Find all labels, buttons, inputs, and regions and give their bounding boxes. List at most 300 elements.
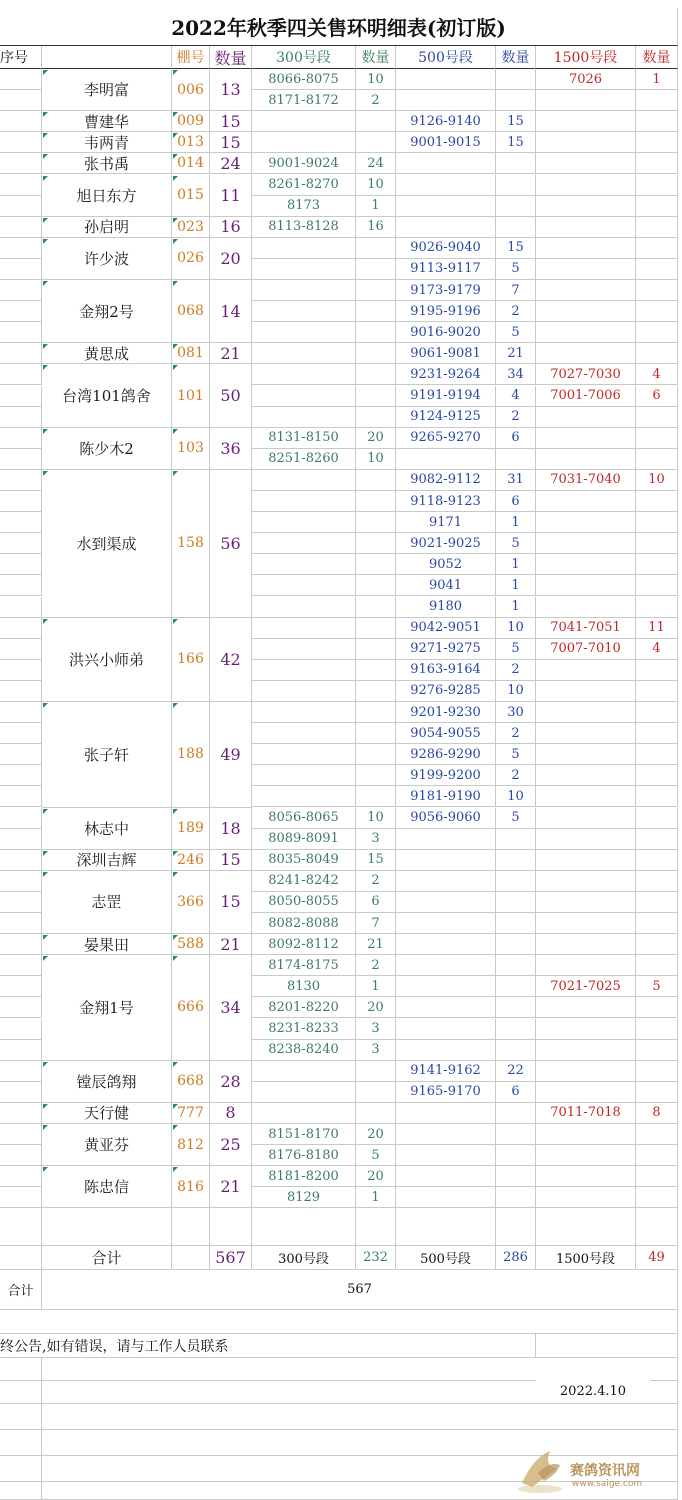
seq-cell[interactable] bbox=[0, 196, 42, 217]
qty-300[interactable] bbox=[356, 723, 396, 744]
notice-text[interactable]: 终公告,如有错误，请与工作人员联系 bbox=[0, 1334, 536, 1358]
range-500[interactable]: 9042-9051 bbox=[396, 618, 496, 639]
qty-300[interactable] bbox=[356, 765, 396, 786]
qty-1500[interactable] bbox=[636, 280, 678, 301]
qty-300[interactable]: 3 bbox=[356, 829, 396, 850]
qty-1500[interactable]: 11 bbox=[636, 618, 678, 639]
total-quantity[interactable]: 21 bbox=[210, 1166, 252, 1208]
qty-500[interactable]: 5 bbox=[496, 744, 536, 765]
qty-1500[interactable] bbox=[636, 217, 678, 238]
shed-number[interactable]: 068 bbox=[172, 280, 210, 343]
range-500[interactable]: 9199-9200 bbox=[396, 765, 496, 786]
range-500[interactable]: 9052 bbox=[396, 554, 496, 575]
range-300[interactable]: 9001-9024 bbox=[252, 153, 356, 174]
range-300[interactable] bbox=[252, 238, 356, 259]
qty-1500[interactable] bbox=[636, 597, 678, 618]
range-1500[interactable] bbox=[536, 1019, 636, 1040]
range-500[interactable] bbox=[396, 829, 496, 850]
seq-cell[interactable] bbox=[0, 976, 42, 997]
qty-1500[interactable]: 5 bbox=[636, 976, 678, 997]
shed-number[interactable]: 777 bbox=[172, 1103, 210, 1124]
seq-cell[interactable] bbox=[0, 90, 42, 111]
blank-cell[interactable] bbox=[172, 1208, 210, 1246]
qty-500[interactable]: 2 bbox=[496, 765, 536, 786]
range-500[interactable] bbox=[396, 1040, 496, 1061]
total-quantity[interactable]: 15 bbox=[210, 111, 252, 132]
total-quantity[interactable]: 49 bbox=[210, 702, 252, 808]
total-quantity[interactable]: 8 bbox=[210, 1103, 252, 1124]
seq-cell[interactable] bbox=[0, 639, 42, 660]
seq-cell[interactable] bbox=[0, 934, 42, 955]
seq-cell[interactable] bbox=[0, 892, 42, 913]
qty-1500[interactable]: 8 bbox=[636, 1103, 678, 1124]
qty-300[interactable]: 24 bbox=[356, 153, 396, 174]
range-300[interactable] bbox=[252, 343, 356, 364]
range-1500[interactable] bbox=[536, 1124, 636, 1145]
header-seq[interactable]: 序号 bbox=[0, 46, 42, 69]
qty-300[interactable]: 10 bbox=[356, 69, 396, 90]
range-500[interactable]: 9181-9190 bbox=[396, 786, 496, 807]
range-300[interactable]: 8050-8055 bbox=[252, 892, 356, 913]
shed-number[interactable]: 816 bbox=[172, 1166, 210, 1208]
range-300[interactable]: 8130 bbox=[252, 976, 356, 997]
shed-number[interactable]: 009 bbox=[172, 111, 210, 132]
seq-cell[interactable] bbox=[0, 1040, 42, 1061]
seq-cell[interactable] bbox=[0, 660, 42, 681]
qty-500[interactable]: 5 bbox=[496, 808, 536, 829]
qty-500[interactable]: 5 bbox=[496, 639, 536, 660]
owner-name[interactable]: 黄亚芬 bbox=[42, 1124, 172, 1166]
range-300[interactable]: 8151-8170 bbox=[252, 1124, 356, 1145]
range-500[interactable] bbox=[396, 175, 496, 196]
range-1500[interactable] bbox=[536, 111, 636, 132]
qty-1500[interactable] bbox=[636, 1187, 678, 1208]
owner-name[interactable]: 晏果田 bbox=[42, 934, 172, 955]
owner-name[interactable]: 张子轩 bbox=[42, 702, 172, 808]
blank-cell[interactable] bbox=[636, 1208, 678, 1246]
qty-1500[interactable] bbox=[636, 744, 678, 765]
owner-name[interactable]: 李明富 bbox=[42, 69, 172, 111]
qty-300[interactable] bbox=[356, 512, 396, 533]
range-1500[interactable] bbox=[536, 955, 636, 976]
blank-cell[interactable] bbox=[0, 1430, 42, 1456]
blank-cell[interactable] bbox=[0, 1310, 678, 1334]
range-300[interactable]: 8129 bbox=[252, 1187, 356, 1208]
range-500[interactable]: 9021-9025 bbox=[396, 533, 496, 554]
range-500[interactable] bbox=[396, 1187, 496, 1208]
total-quantity[interactable]: 18 bbox=[210, 808, 252, 850]
range-300[interactable]: 8035-8049 bbox=[252, 850, 356, 871]
range-1500[interactable] bbox=[536, 153, 636, 174]
range-1500[interactable] bbox=[536, 554, 636, 575]
range-500[interactable]: 9082-9112 bbox=[396, 470, 496, 491]
grand-total-value[interactable]: 567 bbox=[42, 1270, 678, 1310]
range-500[interactable]: 9165-9170 bbox=[396, 1082, 496, 1103]
qty-1500[interactable] bbox=[636, 554, 678, 575]
total-quantity[interactable]: 56 bbox=[210, 470, 252, 618]
qty-500[interactable] bbox=[496, 175, 536, 196]
qty-300[interactable] bbox=[356, 660, 396, 681]
seq-cell[interactable] bbox=[0, 1187, 42, 1208]
qty-300[interactable] bbox=[356, 618, 396, 639]
subtotal-q1500[interactable]: 49 bbox=[636, 1246, 678, 1270]
qty-500[interactable]: 2 bbox=[496, 660, 536, 681]
qty-300[interactable] bbox=[356, 597, 396, 618]
owner-name[interactable]: 林志中 bbox=[42, 808, 172, 850]
owner-name[interactable]: 洪兴小师弟 bbox=[42, 618, 172, 702]
seq-cell[interactable] bbox=[0, 702, 42, 723]
range-500[interactable]: 9056-9060 bbox=[396, 808, 496, 829]
blank-cell[interactable] bbox=[210, 1208, 252, 1246]
header-q300[interactable]: 数量 bbox=[356, 46, 396, 69]
range-1500[interactable] bbox=[536, 702, 636, 723]
qty-500[interactable] bbox=[496, 196, 536, 217]
range-300[interactable]: 8238-8240 bbox=[252, 1040, 356, 1061]
range-1500[interactable]: 7027-7030 bbox=[536, 364, 636, 385]
blank-cell[interactable] bbox=[42, 1404, 678, 1430]
total-quantity[interactable]: 16 bbox=[210, 217, 252, 238]
range-300[interactable] bbox=[252, 1103, 356, 1124]
range-300[interactable]: 8173 bbox=[252, 196, 356, 217]
owner-name[interactable]: 水到渠成 bbox=[42, 470, 172, 618]
qty-500[interactable]: 31 bbox=[496, 470, 536, 491]
range-300[interactable]: 8176-8180 bbox=[252, 1145, 356, 1166]
range-500[interactable] bbox=[396, 153, 496, 174]
range-300[interactable] bbox=[252, 1082, 356, 1103]
range-500[interactable] bbox=[396, 69, 496, 90]
owner-name[interactable]: 志罡 bbox=[42, 871, 172, 934]
range-300[interactable] bbox=[252, 280, 356, 301]
seq-cell[interactable] bbox=[0, 597, 42, 618]
subtotal-r500[interactable]: 500号段 bbox=[396, 1246, 496, 1270]
qty-300[interactable]: 10 bbox=[356, 175, 396, 196]
qty-1500[interactable] bbox=[636, 934, 678, 955]
qty-1500[interactable] bbox=[636, 702, 678, 723]
seq-cell[interactable] bbox=[0, 111, 42, 132]
qty-1500[interactable]: 6 bbox=[636, 386, 678, 407]
shed-number[interactable]: 081 bbox=[172, 343, 210, 364]
seq-cell[interactable] bbox=[0, 1166, 42, 1187]
qty-500[interactable]: 15 bbox=[496, 132, 536, 153]
total-quantity[interactable]: 15 bbox=[210, 132, 252, 153]
qty-300[interactable]: 10 bbox=[356, 449, 396, 470]
owner-name[interactable]: 深圳吉辉 bbox=[42, 850, 172, 871]
subtotal-q300[interactable]: 232 bbox=[356, 1246, 396, 1270]
qty-1500[interactable] bbox=[636, 132, 678, 153]
qty-500[interactable]: 6 bbox=[496, 1082, 536, 1103]
range-1500[interactable]: 7026 bbox=[536, 69, 636, 90]
total-quantity[interactable]: 28 bbox=[210, 1061, 252, 1103]
range-300[interactable]: 8092-8112 bbox=[252, 934, 356, 955]
shed-number[interactable]: 166 bbox=[172, 618, 210, 702]
blank-cell[interactable] bbox=[0, 1208, 42, 1246]
range-500[interactable] bbox=[396, 217, 496, 238]
range-1500[interactable] bbox=[536, 343, 636, 364]
range-1500[interactable] bbox=[536, 1061, 636, 1082]
qty-500[interactable] bbox=[496, 69, 536, 90]
qty-1500[interactable] bbox=[636, 955, 678, 976]
range-500[interactable]: 9016-9020 bbox=[396, 322, 496, 343]
grand-total-label[interactable]: 合计 bbox=[0, 1270, 42, 1310]
range-500[interactable]: 9180 bbox=[396, 597, 496, 618]
qty-500[interactable]: 5 bbox=[496, 259, 536, 280]
range-1500[interactable] bbox=[536, 1145, 636, 1166]
qty-300[interactable]: 2 bbox=[356, 871, 396, 892]
seq-cell[interactable] bbox=[0, 1082, 42, 1103]
range-300[interactable]: 8201-8220 bbox=[252, 997, 356, 1018]
qty-500[interactable]: 10 bbox=[496, 618, 536, 639]
range-500[interactable] bbox=[396, 1103, 496, 1124]
subtotal-q500[interactable]: 286 bbox=[496, 1246, 536, 1270]
qty-300[interactable]: 5 bbox=[356, 1145, 396, 1166]
qty-300[interactable]: 3 bbox=[356, 1019, 396, 1040]
range-300[interactable]: 8241-8242 bbox=[252, 871, 356, 892]
owner-name[interactable]: 许少波 bbox=[42, 238, 172, 280]
qty-500[interactable] bbox=[496, 1145, 536, 1166]
qty-500[interactable]: 22 bbox=[496, 1061, 536, 1082]
qty-300[interactable]: 15 bbox=[356, 850, 396, 871]
range-500[interactable] bbox=[396, 449, 496, 470]
range-300[interactable] bbox=[252, 259, 356, 280]
qty-300[interactable] bbox=[356, 575, 396, 596]
range-500[interactable]: 9118-9123 bbox=[396, 491, 496, 512]
qty-1500[interactable] bbox=[636, 533, 678, 554]
total-quantity[interactable]: 24 bbox=[210, 153, 252, 174]
range-500[interactable]: 9163-9164 bbox=[396, 660, 496, 681]
range-300[interactable] bbox=[252, 470, 356, 491]
seq-cell[interactable] bbox=[0, 153, 42, 174]
range-300[interactable]: 8261-8270 bbox=[252, 175, 356, 196]
range-500[interactable] bbox=[396, 1166, 496, 1187]
seq-cell[interactable] bbox=[0, 955, 42, 976]
seq-cell[interactable] bbox=[0, 575, 42, 596]
range-500[interactable]: 9276-9285 bbox=[396, 681, 496, 702]
range-500[interactable]: 9265-9270 bbox=[396, 428, 496, 449]
range-300[interactable]: 8131-8150 bbox=[252, 428, 356, 449]
header-q500[interactable]: 数量 bbox=[496, 46, 536, 69]
qty-300[interactable] bbox=[356, 491, 396, 512]
range-300[interactable] bbox=[252, 407, 356, 428]
qty-500[interactable] bbox=[496, 871, 536, 892]
qty-300[interactable] bbox=[356, 364, 396, 385]
range-500[interactable]: 9191-9194 bbox=[396, 386, 496, 407]
seq-cell[interactable] bbox=[0, 132, 42, 153]
range-1500[interactable] bbox=[536, 765, 636, 786]
range-500[interactable] bbox=[396, 913, 496, 934]
owner-name[interactable]: 孙启明 bbox=[42, 217, 172, 238]
range-1500[interactable] bbox=[536, 575, 636, 596]
qty-500[interactable]: 2 bbox=[496, 723, 536, 744]
range-1500[interactable] bbox=[536, 934, 636, 955]
qty-500[interactable] bbox=[496, 829, 536, 850]
owner-name[interactable]: 曹建华 bbox=[42, 111, 172, 132]
range-300[interactable] bbox=[252, 111, 356, 132]
qty-500[interactable] bbox=[496, 1166, 536, 1187]
header-r300[interactable]: 300号段 bbox=[252, 46, 356, 69]
qty-500[interactable] bbox=[496, 997, 536, 1018]
range-1500[interactable] bbox=[536, 597, 636, 618]
qty-1500[interactable] bbox=[636, 808, 678, 829]
range-1500[interactable] bbox=[536, 1187, 636, 1208]
seq-cell[interactable] bbox=[0, 1145, 42, 1166]
owner-name[interactable]: 旭日东方 bbox=[42, 175, 172, 217]
qty-500[interactable] bbox=[496, 1124, 536, 1145]
qty-1500[interactable] bbox=[636, 871, 678, 892]
total-quantity[interactable]: 20 bbox=[210, 238, 252, 280]
range-500[interactable]: 9271-9275 bbox=[396, 639, 496, 660]
shed-number[interactable]: 812 bbox=[172, 1124, 210, 1166]
total-quantity[interactable]: 13 bbox=[210, 69, 252, 111]
seq-cell[interactable] bbox=[0, 913, 42, 934]
qty-1500[interactable] bbox=[636, 238, 678, 259]
subtotal-r1500[interactable]: 1500号段 bbox=[536, 1246, 636, 1270]
range-1500[interactable] bbox=[536, 829, 636, 850]
seq-cell[interactable] bbox=[0, 808, 42, 829]
blank-cell[interactable] bbox=[536, 1334, 678, 1358]
qty-1500[interactable] bbox=[636, 175, 678, 196]
range-300[interactable] bbox=[252, 618, 356, 639]
qty-300[interactable]: 20 bbox=[356, 1166, 396, 1187]
qty-300[interactable]: 2 bbox=[356, 90, 396, 111]
qty-500[interactable] bbox=[496, 913, 536, 934]
qty-500[interactable]: 1 bbox=[496, 512, 536, 533]
sheet-title[interactable]: 2022年秋季四关售环明细表(初订版) bbox=[0, 8, 678, 46]
seq-cell[interactable] bbox=[0, 786, 42, 807]
qty-1500[interactable] bbox=[636, 1019, 678, 1040]
qty-300[interactable] bbox=[356, 744, 396, 765]
header-r1500[interactable]: 1500号段 bbox=[536, 46, 636, 69]
qty-300[interactable] bbox=[356, 681, 396, 702]
range-1500[interactable]: 7041-7051 bbox=[536, 618, 636, 639]
range-300[interactable] bbox=[252, 702, 356, 723]
qty-1500[interactable] bbox=[636, 660, 678, 681]
range-500[interactable] bbox=[396, 1019, 496, 1040]
qty-300[interactable] bbox=[356, 280, 396, 301]
blank-cell[interactable] bbox=[536, 1208, 636, 1246]
range-1500[interactable]: 7011-7018 bbox=[536, 1103, 636, 1124]
seq-cell[interactable] bbox=[0, 343, 42, 364]
qty-300[interactable]: 1 bbox=[356, 976, 396, 997]
range-500[interactable] bbox=[396, 892, 496, 913]
range-1500[interactable]: 7001-7006 bbox=[536, 386, 636, 407]
qty-500[interactable] bbox=[496, 892, 536, 913]
qty-300[interactable]: 3 bbox=[356, 1040, 396, 1061]
range-300[interactable]: 8056-8065 bbox=[252, 808, 356, 829]
range-300[interactable] bbox=[252, 765, 356, 786]
qty-1500[interactable] bbox=[636, 997, 678, 1018]
qty-300[interactable] bbox=[356, 639, 396, 660]
qty-300[interactable] bbox=[356, 111, 396, 132]
range-1500[interactable] bbox=[536, 1082, 636, 1103]
seq-cell[interactable] bbox=[0, 618, 42, 639]
qty-1500[interactable] bbox=[636, 196, 678, 217]
range-1500[interactable] bbox=[536, 1040, 636, 1061]
qty-1500[interactable]: 10 bbox=[636, 470, 678, 491]
owner-name[interactable]: 韦两青 bbox=[42, 132, 172, 153]
qty-500[interactable]: 21 bbox=[496, 343, 536, 364]
seq-cell[interactable] bbox=[0, 407, 42, 428]
qty-300[interactable] bbox=[356, 554, 396, 575]
qty-1500[interactable] bbox=[636, 512, 678, 533]
qty-1500[interactable] bbox=[636, 491, 678, 512]
owner-name[interactable]: 金翔2号 bbox=[42, 280, 172, 343]
range-1500[interactable] bbox=[536, 217, 636, 238]
qty-300[interactable] bbox=[356, 702, 396, 723]
shed-number[interactable]: 158 bbox=[172, 470, 210, 618]
subtotal-r300[interactable]: 300号段 bbox=[252, 1246, 356, 1270]
owner-name[interactable]: 天行健 bbox=[42, 1103, 172, 1124]
seq-cell[interactable] bbox=[0, 175, 42, 196]
range-500[interactable]: 9231-9264 bbox=[396, 364, 496, 385]
owner-name[interactable]: 黄思成 bbox=[42, 343, 172, 364]
qty-1500[interactable] bbox=[636, 681, 678, 702]
qty-300[interactable]: 21 bbox=[356, 934, 396, 955]
shed-number[interactable]: 666 bbox=[172, 955, 210, 1061]
range-500[interactable]: 9126-9140 bbox=[396, 111, 496, 132]
owner-name[interactable]: 金翔1号 bbox=[42, 955, 172, 1061]
range-500[interactable] bbox=[396, 976, 496, 997]
qty-500[interactable]: 6 bbox=[496, 491, 536, 512]
qty-500[interactable] bbox=[496, 1040, 536, 1061]
range-300[interactable] bbox=[252, 744, 356, 765]
range-300[interactable]: 8181-8200 bbox=[252, 1166, 356, 1187]
qty-500[interactable]: 10 bbox=[496, 681, 536, 702]
seq-cell[interactable] bbox=[0, 533, 42, 554]
owner-name[interactable]: 台湾101鸽舍 bbox=[42, 364, 172, 427]
seq-cell[interactable] bbox=[0, 765, 42, 786]
range-500[interactable]: 9173-9179 bbox=[396, 280, 496, 301]
qty-1500[interactable] bbox=[636, 575, 678, 596]
range-300[interactable] bbox=[252, 597, 356, 618]
range-1500[interactable] bbox=[536, 533, 636, 554]
range-500[interactable]: 9141-9162 bbox=[396, 1061, 496, 1082]
shed-number[interactable]: 668 bbox=[172, 1061, 210, 1103]
total-quantity[interactable]: 36 bbox=[210, 428, 252, 470]
qty-500[interactable] bbox=[496, 153, 536, 174]
qty-1500[interactable] bbox=[636, 407, 678, 428]
qty-300[interactable] bbox=[356, 238, 396, 259]
qty-1500[interactable] bbox=[636, 1040, 678, 1061]
qty-300[interactable] bbox=[356, 1082, 396, 1103]
owner-name[interactable]: 陈忠信 bbox=[42, 1166, 172, 1208]
qty-500[interactable]: 5 bbox=[496, 322, 536, 343]
shed-number[interactable]: 246 bbox=[172, 850, 210, 871]
qty-300[interactable]: 16 bbox=[356, 217, 396, 238]
header-shed[interactable]: 棚号 bbox=[172, 46, 210, 69]
range-500[interactable]: 9286-9290 bbox=[396, 744, 496, 765]
shed-number[interactable]: 103 bbox=[172, 428, 210, 470]
qty-500[interactable]: 30 bbox=[496, 702, 536, 723]
seq-cell[interactable] bbox=[0, 871, 42, 892]
qty-300[interactable]: 2 bbox=[356, 955, 396, 976]
seq-cell[interactable] bbox=[0, 997, 42, 1018]
range-300[interactable]: 8231-8233 bbox=[252, 1019, 356, 1040]
range-300[interactable] bbox=[252, 322, 356, 343]
qty-500[interactable] bbox=[496, 1103, 536, 1124]
range-1500[interactable] bbox=[536, 660, 636, 681]
range-1500[interactable] bbox=[536, 1166, 636, 1187]
range-300[interactable] bbox=[252, 554, 356, 575]
seq-cell[interactable] bbox=[0, 301, 42, 322]
qty-500[interactable] bbox=[496, 850, 536, 871]
seq-cell[interactable] bbox=[0, 1061, 42, 1082]
range-500[interactable]: 9026-9040 bbox=[396, 238, 496, 259]
seq-cell[interactable] bbox=[0, 449, 42, 470]
shed-number[interactable]: 026 bbox=[172, 238, 210, 280]
range-500[interactable] bbox=[396, 1145, 496, 1166]
header-qty[interactable]: 数量 bbox=[210, 46, 252, 69]
header-blank[interactable] bbox=[42, 46, 172, 69]
